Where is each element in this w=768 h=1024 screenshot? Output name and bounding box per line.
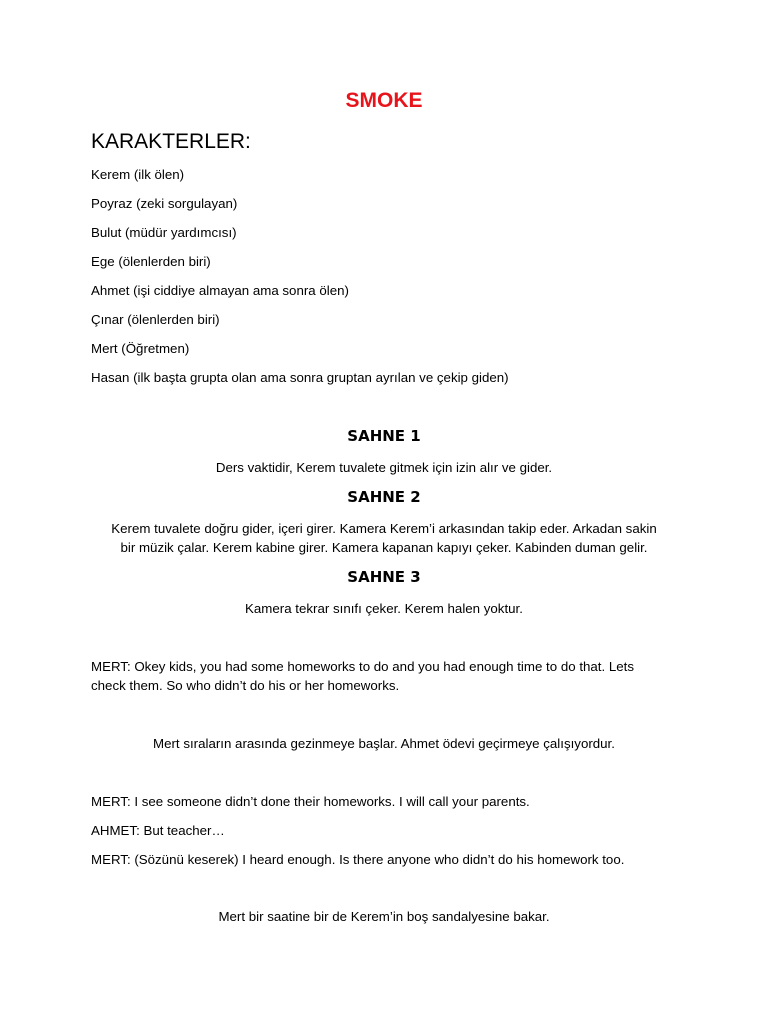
character-item: Hasan (ilk başta grupta olan ama sonra gruptan ayrılan ve çekip giden) [91,370,509,385]
scene-text: Kamera tekrar sınıfı çeker. Kerem halen yoktur. [245,601,523,616]
dialog-line: AHMET: But teacher… [91,823,225,838]
scene-text: Ders vaktidir, Kerem tuvalete gitmek için izin alır ve gider. [215,460,553,475]
scene-heading: SAHNE 3 [347,568,421,586]
character-item: Poyraz (zeki sorgulayan) [91,196,238,211]
character-item: Ege (ölenlerden biri) [91,254,211,269]
scene-text: Kerem tuvalete doğru gider, içeri girer. Kamera Kerem’i arkasından takip eder. Arkadan sakin [111,521,657,536]
character-item: Kerem (ilk ölen) [91,167,185,182]
scene-heading: SAHNE 2 [347,488,421,506]
character-item: Mert (Öğretmen) [91,341,190,356]
characters-heading: KARAKTERLER: [91,130,251,153]
character-item: Çınar (ölenlerden biri) [91,312,220,327]
dialog-line: MERT: I see someone didn’t done their homeworks. I will call your parents. [91,794,530,809]
dialog-line: check them. So who didn’t do his or her homeworks. [91,678,400,693]
play-title: SMOKE [345,89,423,112]
stage-direction: Mert bir saatine bir de Kerem’in boş sandalyesine bakar. [218,909,550,924]
stage-direction: Mert sıraların arasında gezinmeye başlar. Ahmet ödevi geçirmeye çalışıyordur. [153,736,615,751]
scene-heading: SAHNE 1 [347,427,421,445]
character-item: Bulut (müdür yardımcısı) [91,225,237,240]
dialog-line: MERT: Okey kids, you had some homeworks to do and you had enough time to do that. Lets [91,659,635,674]
dialog-line: MERT: (Sözünü keserek) I heard enough. Is there anyone who didn’t do his homework too. [91,852,625,867]
character-item: Ahmet (işi ciddiye almayan ama sonra ölen) [91,283,349,298]
scene-text: bir müzik çalar. Kerem kabine girer. Kamera kapanan kapıyı çeker. Kabinden duman gelir. [120,540,648,555]
